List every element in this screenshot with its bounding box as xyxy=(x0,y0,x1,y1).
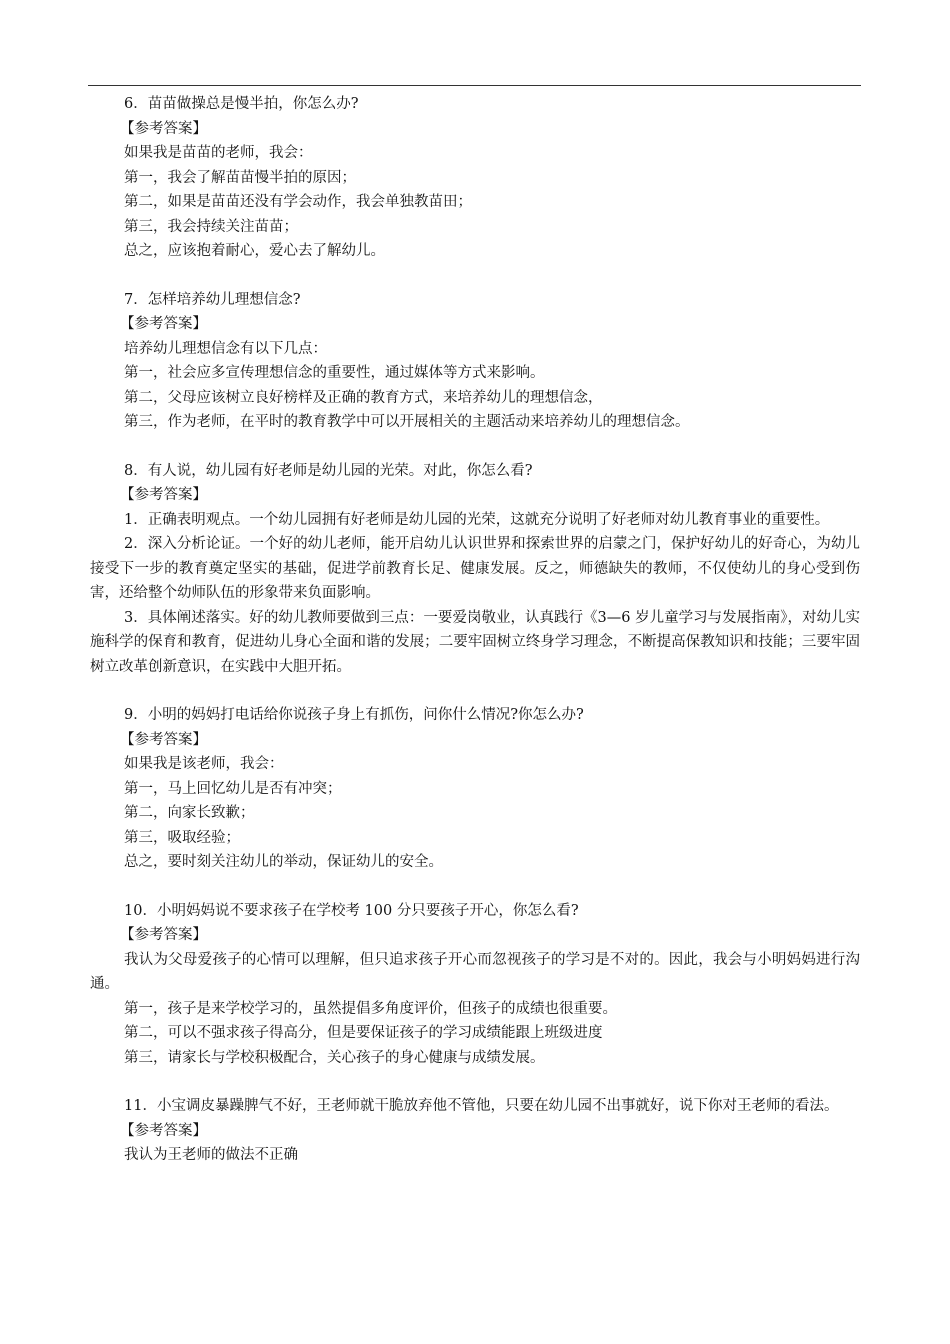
answer-line: 第一，社会应多宣传理想信念的重要性，通过媒体等方式来影响。 xyxy=(124,365,545,381)
answer-line: 第三，作为老师，在平时的教育教学中可以开展相关的主题活动来培养幼儿的理想信念。 xyxy=(124,414,690,430)
answer-line: 第二，向家长致歉； xyxy=(124,805,255,821)
question-10 xyxy=(90,899,860,1071)
answer-paragraph: 我认为父母爱孩子的心情可以理解，但只追求孩子开心而忽视孩子的学习是不对的。因此，我会与小明妈妈进行沟通。 xyxy=(90,951,860,992)
answer-paragraph: 第一，孩子是来学校学习的，虽然提倡多角度评价，但孩子的成绩也很重要。 xyxy=(124,1000,617,1017)
answer-label: 【参考答案】 xyxy=(120,120,207,137)
answer-line: 第三，我会持续关注苗苗； xyxy=(124,218,298,235)
question-6 xyxy=(90,92,860,264)
answer-label: 【参考答案】 xyxy=(120,927,207,943)
answer-line: 第二，如果是苗苗还没有学会动作，我会单独教苗田； xyxy=(124,194,472,210)
answer-line: 如果我是该老师，我会： xyxy=(124,756,284,772)
answer-line: 总之，要时刻关注幼儿的举动，保证幼儿的安全。 xyxy=(124,854,443,870)
question-title: 6．苗苗做操总是慢半拍，你怎么办? xyxy=(124,96,359,112)
answer-line: 培养幼儿理想信念有以下几点： xyxy=(124,340,327,357)
answer-line: 第一，我会了解苗苗慢半拍的原因； xyxy=(124,169,356,186)
question-11 xyxy=(90,1094,860,1168)
question-title: 7．怎样培养幼儿理想信念? xyxy=(124,291,301,308)
question-8 xyxy=(90,459,860,680)
answer-paragraph: 第二，可以不强求孩子得高分，但是要保证孩子的学习成绩能跟上班级进度 xyxy=(124,1025,603,1041)
answer-line: 第二，父母应该树立良好榜样及正确的教育方式，来培养幼儿的理想信念， xyxy=(124,389,603,406)
question-title: 9．小明的妈妈打电话给你说孩子身上有抓伤，问你什么情况?你怎么办? xyxy=(124,707,584,723)
question-9 xyxy=(90,703,860,875)
answer-paragraph: 2．深入分析论证。一个好的幼儿老师，能开启幼儿认识世界和探索世界的启蒙之门，保护好幼儿的好奇心，为幼儿接受下一步的教育奠定坚实的基础，促进学前教育长足、健康发展。反之，师德缺失的教师，不仅使幼儿的身心受到伤害，还给整个幼师队伍的形象带来负面影响。 xyxy=(90,536,860,601)
answer-label: 【参考答案】 xyxy=(120,1122,207,1139)
answer-paragraph: 3．具体阐述落实。好的幼儿教师要做到三点：一要爱岗敬业，认真践行《3—6 岁儿童学习与发展指南》，对幼儿实施科学的保育和教育，促进幼儿身心全面和谐的发展；二要牢固树立终身学习理念，不断提高保教知识和技能；三要牢固树立改革创新意识，在实践中大胆开拓。 xyxy=(90,609,860,675)
answer-line: 第三，吸取经验； xyxy=(124,829,240,846)
question-title: 10．小明妈妈说不要求孩子在学校考 100 分只要孩子开心，你怎么看? xyxy=(124,902,579,919)
answer-paragraph: 1．正确表明观点。一个幼儿园拥有好老师是幼儿园的光荣，这就充分说明了好老师对幼儿教育事业的重要性。 xyxy=(124,511,830,528)
answer-label: 【参考答案】 xyxy=(120,731,207,748)
question-title: 8．有人说，幼儿园有好老师是幼儿园的光荣。对此，你怎么看? xyxy=(124,462,533,479)
answer-paragraph: 第三，请家长与学校积极配合，关心孩子的身心健康与成绩发展。 xyxy=(124,1049,545,1066)
answer-line: 总之，应该抱着耐心，爱心去了解幼儿。 xyxy=(124,243,385,259)
answer-label: 【参考答案】 xyxy=(120,487,207,503)
document-page xyxy=(90,92,860,1192)
question-title: 11．小宝调皮暴躁脾气不好，王老师就干脆放弃他不管他，只要在幼儿园不出事就好，说下你对王老师的看法。 xyxy=(124,1098,839,1114)
answer-paragraph: 我认为王老师的做法不正确 xyxy=(124,1147,298,1163)
answer-label: 【参考答案】 xyxy=(120,316,207,332)
answer-line: 如果我是苗苗的老师，我会： xyxy=(124,145,313,161)
header-rule xyxy=(88,85,861,86)
answer-line: 第一，马上回忆幼儿是否有冲突； xyxy=(124,780,342,797)
question-7 xyxy=(90,288,860,435)
